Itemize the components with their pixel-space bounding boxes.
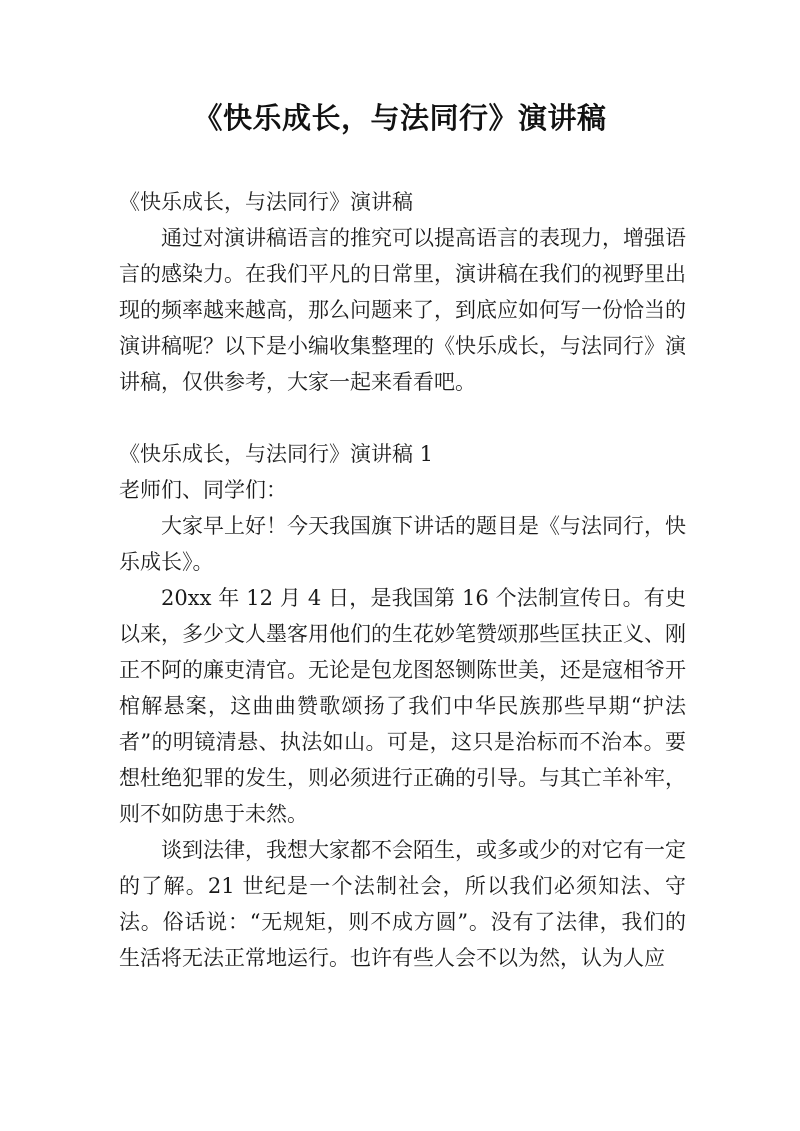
section-heading: 《快乐成长，与法同行》演讲稿 1	[119, 442, 434, 466]
salutation: 老师们、同学们：	[119, 478, 287, 502]
paragraph-gap	[119, 400, 686, 436]
body-paragraph: 大家早上好！今天我国旗下讲话的题目是《与法同行，快乐成长》。	[119, 514, 686, 574]
body-paragraph: 20xx 年 12 月 4 日，是我国第 16 个法制宣传日。有史以来，多少文人墨客用他们的生花妙笔赞颂那些匡扶正义、刚正不阿的廉吏清官。无论是包龙图怒铡陈世美，还是寇相爷开棺解悬案，这曲曲赞歌颂扬了我们中华民族那些早期“护法者”的明镜清悬、执法如山。可是，这只是治标而不治本。要想杜绝犯罪的发生，则必须进行正确的引导。与其亡羊补牢，则不如防患于未然。	[119, 586, 686, 826]
body-paragraph: 谈到法律，我想大家都不会陌生，或多或少的对它有一定的了解。21 世纪是一个法制社会，所以我们必须知法、守法。俗话说：“无规矩，则不成方圆”。没有了法律，我们的生活将无法正常地运行。也许有些人会不以为然，认为人应	[119, 838, 686, 970]
intro-paragraph: 通过对演讲稿语言的推究可以提高语言的表现力，增强语言的感染力。在我们平凡的日常里，演讲稿在我们的视野里出现的频率越来越高，那么问题来了，到底应如何写一份恰当的演讲稿呢？以下是小编收集整理的《快乐成长，与法同行》演讲稿，仅供参考，大家一起来看看吧。	[119, 226, 686, 394]
document-subtitle: 《快乐成长，与法同行》演讲稿	[119, 190, 413, 214]
document-title: 《快乐成长，与法同行》演讲稿	[193, 101, 607, 135]
document-body	[119, 184, 686, 976]
